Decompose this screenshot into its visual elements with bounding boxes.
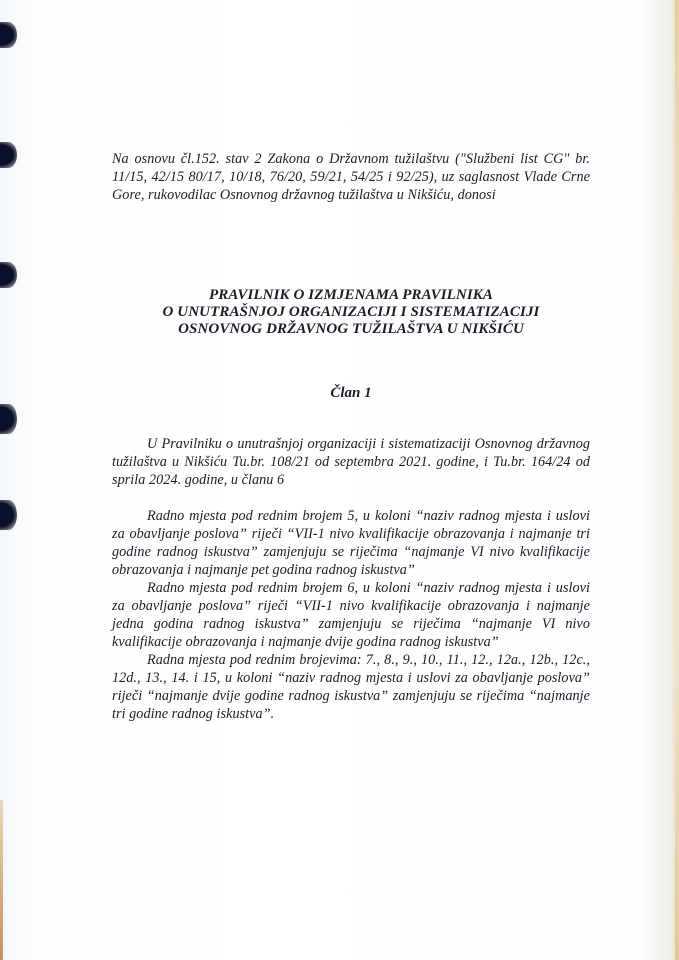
preamble-text: Na osnovu čl.152. stav 2 Zakona o Državnom tužilaštvu ("Službeni list CG" br. 11/15, 42/15 80/17, 10/18, 76/20, 59/21, 54/25 i 92/25), uz saglasnost Vlade Crne Gore, rukovodilac Osnovnog državnog tužilaštva u Nikšiću, donosi (112, 151, 590, 203)
document-title (112, 287, 590, 338)
punch-hole-mark (0, 404, 17, 434)
title-line-1: PRAVILNIK O IZMJENAMA PRAVILNIKA (209, 287, 493, 303)
punch-hole-mark (0, 500, 17, 530)
article-paragraph: Radno mjesta pod rednim brojem 6, u koloni “naziv radnog mjesta i uslovi za obavljanje poslova” riječi “VII-1 nivo kvalifikacije obrazovanja i najmanje jedna godina radnog iskustva” zamjenjuju se riječima “najmanje VI nivo kvalifikacije obrazovanja i najmanje dvije godina radnog iskustva” (112, 580, 590, 650)
punch-hole-mark (0, 22, 17, 48)
article-heading: Član 1 (330, 385, 372, 401)
article-paragraph: U Pravilniku o unutrašnjoj organizaciji i sistematizaciji Osnovnog državnog tužilaštva u Nikšiću Tu.br. 108/21 od septembra 2021. godine, i Tu.br. 164/24 od sprila 2024. godine, u članu 6 (112, 436, 590, 488)
paper-edge-left (0, 800, 3, 960)
title-line-2: O UNUTRAŠNJOJ ORGANIZACIJI I SISTEMATIZACIJI (162, 304, 540, 320)
punch-hole-mark (0, 142, 17, 168)
preamble (112, 150, 590, 204)
article-paragraph: Radna mjesta pod rednim brojevima: 7., 8., 9., 10., 11., 12., 12a., 12b., 12c., 12d., 13., 14. i 15, u koloni “naziv radnog mjesta i uslovi za obavljanje poslova” riječi “najmanje dvije godine radnog iskustva” zamjenjuju se riječima “najmanje tri godine radnog iskustva”. (112, 652, 590, 722)
punch-hole-mark (0, 262, 17, 288)
article-paragraph: Radno mjesta pod rednim brojem 5, u koloni “naziv radnog mjesta i uslovi za obavljanje poslova” riječi “VII-1 nivo kvalifikacije obrazovanja i najmanje tri godine radnog iskustva” zamjenjuju se riječima “najmanje VI nivo kvalifikacije obrazovanja i najmanje pet godina radnog iskustva” (112, 508, 590, 578)
article-body (112, 435, 590, 723)
paper-edge-right (675, 0, 679, 960)
title-line-3: OSNOVNOG DRŽAVNOG TUŽILAŠTVA U NIKŠIĆU (178, 321, 524, 337)
